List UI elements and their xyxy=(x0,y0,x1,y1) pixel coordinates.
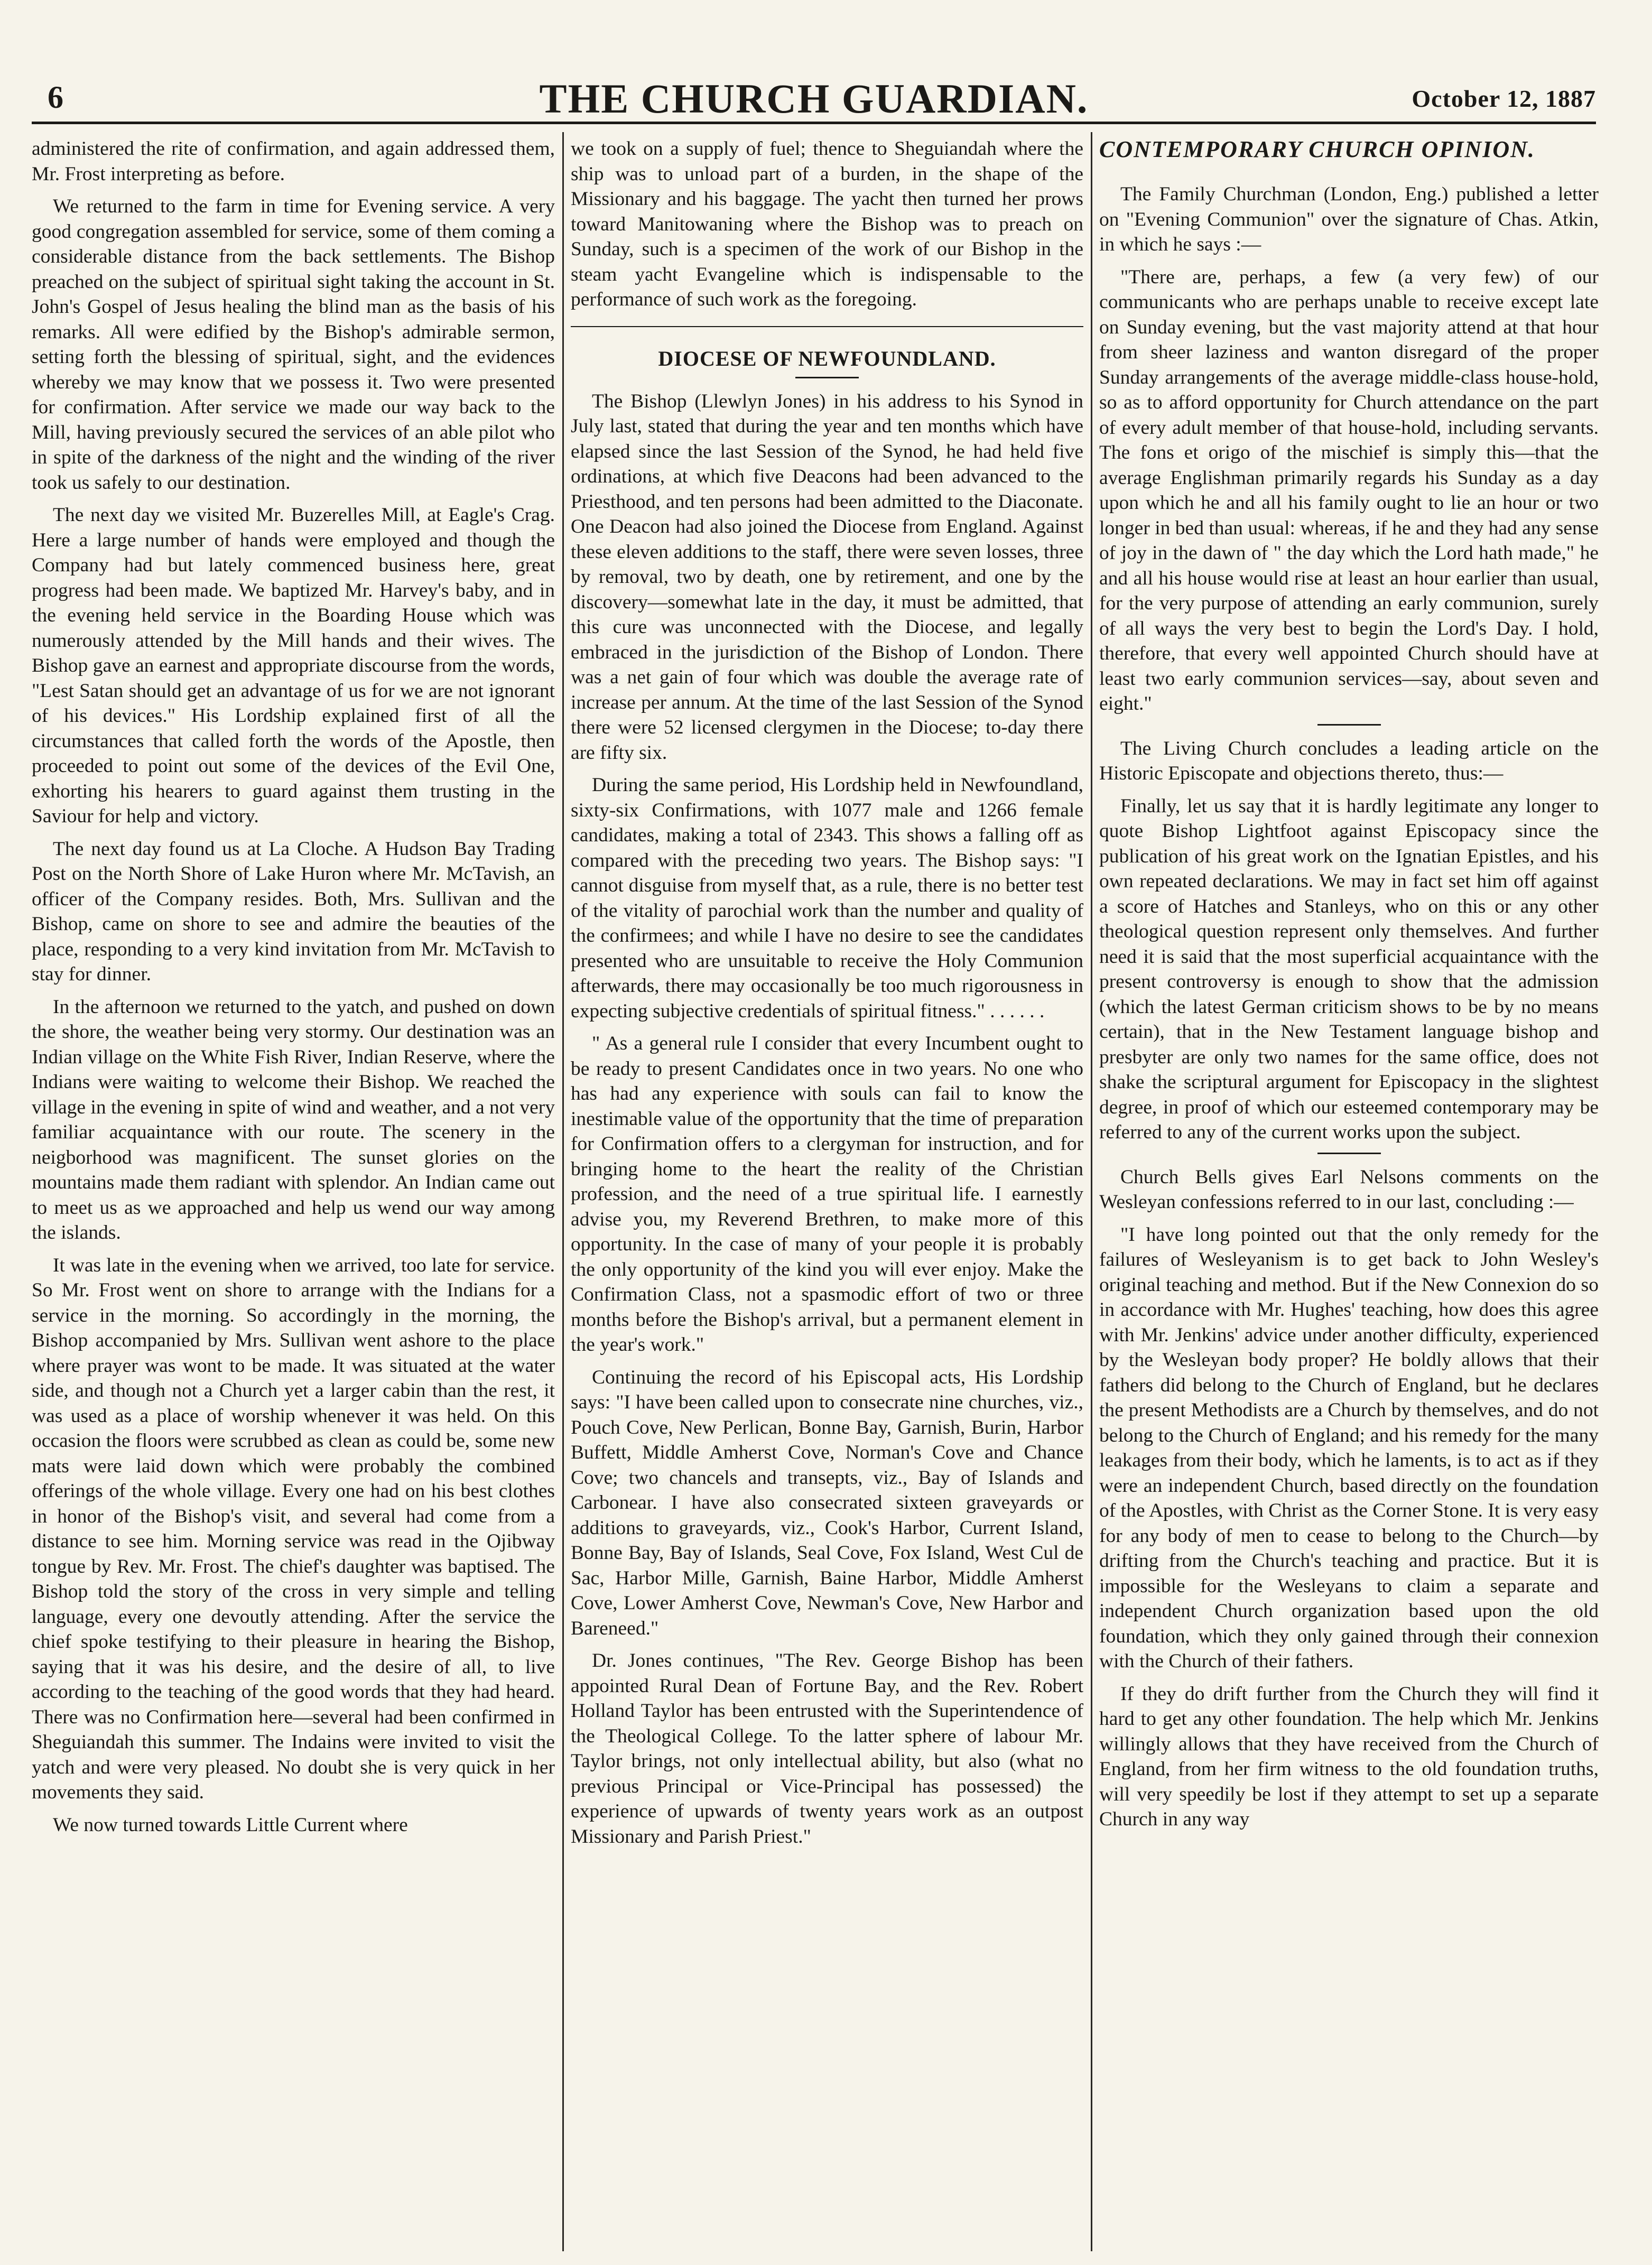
column-divider xyxy=(562,132,564,2251)
section-divider xyxy=(571,326,1083,327)
article-paragraph: The next day we visited Mr. Buzerelles Mill, at Eagle's Crag. Here a large number of hands were employed and though the Company had but lately commenced business here, great progress had been made. We baptized Mr. Harvey's baby, and in the evening held service in the Boarding House which was numerously attended by the Mill hands and their wives. The Bishop gave an earnest and appropriate discourse from the words, "Lest Satan should get an advantage of us for we are not ignorant of his devices." His Lordship explained first of all the circumstances that called forth the words of the Apostle, then proceeded to point out some of the devices of the Evil One, exhorting his hearers to guard against them trusting in the Saviour for help and victory. xyxy=(32,504,555,827)
section-divider xyxy=(1317,724,1381,726)
article-paragraph: If they do drift further from the Church they will find it hard to get any other foundation. The help which Mr. Jenkins willingly allows that they have received from the Church of England, from her firm witness to the old foundation truths, will very speedily be lost if they attempt to set up a separate Church in any way xyxy=(1099,1683,1599,1830)
section-divider xyxy=(1317,1153,1381,1154)
article-paragraph: We now turned towards Little Current where xyxy=(53,1814,408,1836)
article-paragraph: Continuing the record of his Episcopal acts, His Lordship says: "I have been called upon to consecrate nine churches, viz., Pouch Cove, New Perlican, Bonne Bay, Garnish, Burin, Harbor Buffett, Middle Amherst Cove, Norman's Cove and Chance Cove; two chancels and transepts, viz., Bay of Islands and Carbonear. I have also consecrated sixteen graveyards or additions to graveyards, viz., Cook's Harbor, Current Island, Bonne Bay, Bay of Islands, Seal Cove, Fox Island, West Cul de Sac, Harbor Mille, Garnish, Baine Harbor, Middle Amherst Cove, Lower Amherst Cove, Newman's Cove, New Harbor and Bareneed." xyxy=(571,1366,1083,1639)
article-paragraph: We returned to the farm in time for Evening service. A very good congregation assembled for service, some of them coming a considerable distance from the back settlements. The Bishop preached on the subject of spiritual sight taking the account in St. John's Gospel of Jesus healing the blind man as the basis of his remarks. All were edified by the Bishop's admirable sermon, setting forth the blessing of spiritual, sight, and the evidences whereby we may know that we possess it. Two were presented for confirmation. After service we made our way back to the Mill, having previously secured the services of an able pilot who in spite of the darkness of the night and the winding of the river took us safely to our destination. xyxy=(32,196,555,494)
column-2 xyxy=(571,136,1083,2245)
section-heading: DIOCESE OF NEWFOUNDLAND. xyxy=(658,346,996,370)
article-paragraph: It was late in the evening when we arrived, too late for service. So Mr. Frost went on shore to arrange with the Indians for a service in the morning. So accordingly in the morning, the Bishop accompanied by Mrs. Sullivan went ashore to the place where prayer was wont to be made. It was situated at the water side, and though not a Church yet a larger cabin than the rest, it was used as a place of worship whenever it was held. On this occasion the floors were scrubbed as clean as could be, some new mats were laid down which were probably the combined offerings of the whole village. Every one had on his best clothes in honor of the Bishop's visit, and several had come from a distance to see him. Morning service was read in the Ojibway tongue by Rev. Mr. Frost. The chief's daughter was baptised. The Bishop told the story of the cross in very simple and telling language, every one devoutly attending. After the service the chief spoke testifying to their pleasure in hearing the Bishop, saying that it was his desire, and the desire of all, to live according to the teaching of the good words that they had heard. There was no Confirmation here—several had been confirmed in Sheguiandah this summer. The Indains were invited to visit the yatch and were very pleased. No doubt she is very quick in her movements they said. xyxy=(32,1254,555,1803)
column-divider xyxy=(1091,132,1092,2251)
article-paragraph: The Living Church concludes a leading article on the Historic Episcopate and objections thereto, thus:— xyxy=(1099,737,1599,784)
column-3 xyxy=(1099,136,1599,2245)
masthead xyxy=(32,76,1596,124)
article-paragraph: In the afternoon we returned to the yatch, and pushed on down the shore, the weather being very stormy. Our destination was an Indian village on the White Fish River, Indian Reserve, where the Indians were waiting to welcome their Bishop. We reached the village in the evening in spite of wind and weather, and a not very familiar acquaintance with our route. The scenery in the neigborhood was magnificent. The sunset glories on the mountains made them radiant with splendor. An Indian came out to meet us as we approached and help us wend our way among the islands. xyxy=(32,996,555,1243)
newspaper-title: THE CHURCH GUARDIAN. xyxy=(539,76,1089,122)
article-paragraph: we took on a supply of fuel; thence to Sheguiandah where the ship was to unload part of a burden, in the shape of the Missionary and his baggage. The yacht then turned her prows toward Manitowaning where the Bishop was to preach on Sunday, such is a specimen of the work of our Bishop in the steam yacht Evangeline which is indispensable to the performance of such work as the foregoing. xyxy=(571,138,1083,310)
article-paragraph: During the same period, His Lordship held in Newfoundland, sixty-six Confirmations, with 1077 male and 1266 female candidates, making a total of 2343. This shows a falling off as compared with the preceding two years. The Bishop says: "I cannot disguise from myself that, as a rule, there is no better test of the vitality of parochial work than the number and quality of the confirmees; and while I have no desire to see the candidates presented who are unsuitable to receive the Holy Communion afterwards, there may occasionally be too much rigorousness in expecting subjective credentials of spiritual fitness." . . . . . . xyxy=(571,774,1083,1022)
article-paragraph: administered the rite of confirmation, and again addressed them, Mr. Frost interpreting as before. xyxy=(32,138,555,185)
page-number: 6 xyxy=(48,80,63,115)
article-paragraph: The Family Churchman (London, Eng.) published a letter on "Evening Communion" over the signature of Chas. Atkin, in which he says :— xyxy=(1099,183,1599,255)
article-paragraph: " As a general rule I consider that every Incumbent ought to be ready to present Candidates once in two years. No one who has had any experience with souls can fail to know the inestimable value of the opportunity that the time of preparation for Confirmation offers to a clergyman for instruction, and for bringing home to the heart the reality of the Christian profession, and the need of a true spiritual life. I earnestly advise you, my Reverend Brethren, to make more of this opportunity. In the case of many of your people it is probably the only opportunity of the kind you will ever enjoy. Make the Confirmation Class, not a spasmodic effort of two or three months before the Bishop's arrival, but a permanent element in the year's work." xyxy=(571,1033,1083,1356)
heading-rule xyxy=(795,377,859,378)
section-heading: CONTEMPORARY CHURCH OPINION. xyxy=(1099,136,1535,162)
article-paragraph: Church Bells gives Earl Nelsons comments on the Wesleyan confessions referred to in our last, concluding :— xyxy=(1099,1166,1599,1213)
article-paragraph: "There are, perhaps, a few (a very few) of our communicants who are perhaps unable to receive except late on Sunday evening, but the vast majority attend at that hour from sheer laziness and wanton disregard of the proper Sunday arrangements of the average middle-class house-hold, so as to afford opportunity for Church attendance on the part of every adult member of that house-hold, including servants. The fons et origo of the mischief is simply this—that the average Englishman primarily regards his Sunday as a day upon which he and all his family ought to lie an hour or two longer in bed than usual: whereas, if he and they had any sense of joy in the dawn of " the day which the Lord hath made," he and all his house would rise at least an hour earlier than usual, for the very purpose of attending an early communion, surely of all ways the very best to begin the Lord's Day. I hold, therefore, that every well appointed Church should have at least two early communion services—say, about seven and eight." xyxy=(1099,266,1599,714)
article-paragraph: The next day found us at La Cloche. A Hudson Bay Trading Post on the North Shore of Lake Huron where Mr. McTavish, an officer of the Company resides. Both, Mrs. Sullivan and the Bishop, came on shore to see and admire the beauties of the place, responding to a very kind invitation from Mr. McTavish to stay for dinner. xyxy=(32,838,555,985)
issue-date: October 12, 1887 xyxy=(1412,85,1596,112)
article-paragraph: Finally, let us say that it is hardly legitimate any longer to quote Bishop Lightfoot against Episcopacy since the publication of his great work on the Ignatian Epistles, and his own repeated declarations. We may in fact set him off against a score of Hatches and Stanleys, who on this or any other theological question represent only themselves. And further need it is said that the most superficial acquaintance with the present controversy is enough to show that the admission (which the latest German criticism shows to be by no means certain), that in the New Testament language bishop and presbyter are only two names for the same office, does not shake the scriptural argument for Episcopacy in the slightest degree, in proof of which our esteemed contemporary may be referred to any of the current works upon the subject. xyxy=(1099,795,1599,1143)
article-paragraph: "I have long pointed out that the only remedy for the failures of Wesleyanism is to get back to John Wesley's original teaching and method. But if the New Connexion do so in accordance with Mr. Hughes' teaching, how does this agree with Mr. Jenkins' advice under another difficulty, experienced by the Wesleyan body proper? He boldly allows that their fathers did belong to the Church of England, but he declares the present Methodists are a Church by themselves, and do not belong to the Church of England; and his remedy for the many leakages from their body, which he laments, is to act as if they were an independent Church, based directly on the foundation of the Apostles, with Christ as the Corner Stone. It is very easy for any body of men to cease to belong to the Church—by drifting from the Church's teaching and practice. But it is impossible for the Wesleyans to claim a separate and independent Church organization based upon the old foundation, which they only gained through their connexion with the Church of their fathers. xyxy=(1099,1223,1599,1672)
column-1 xyxy=(32,136,555,2245)
article-paragraph: The Bishop (Llewlyn Jones) in his address to his Synod in July last, stated that during the year and ten months which have elapsed since the last Session of the Synod, he had held five ordinations, at which five Deacons had been advanced to the Priesthood, and ten persons had been admitted to the Diaconate. One Deacon had also joined the Diocese from England. Against these eleven additions to the staff, there were seven losses, three by removal, two by death, one by retirement, and one by the discovery—somewhat late in the day, it must be admitted, that this cure was unconnected with the Diocese, and legally embraced in the jurisdiction of the Bishop of London. There was a net gain of four which was double the average rate of increase per annum. At the time of the last Session of the Synod there were 52 licensed clergymen in the Diocese; to-day there are fifty six. xyxy=(571,390,1083,764)
article-paragraph: Dr. Jones continues, "The Rev. George Bishop has been appointed Rural Dean of Fortune Bay, and the Rev. Robert Holland Taylor has been entrusted with the Superintendence of the Theological College. To the latter sphere of labour Mr. Taylor brings, not only intellectual ability, but also (what no previous Principal or Vice-Principal has possessed) the experience of upwards of twenty years work as an outpost Missionary and Parish Priest." xyxy=(571,1650,1083,1848)
